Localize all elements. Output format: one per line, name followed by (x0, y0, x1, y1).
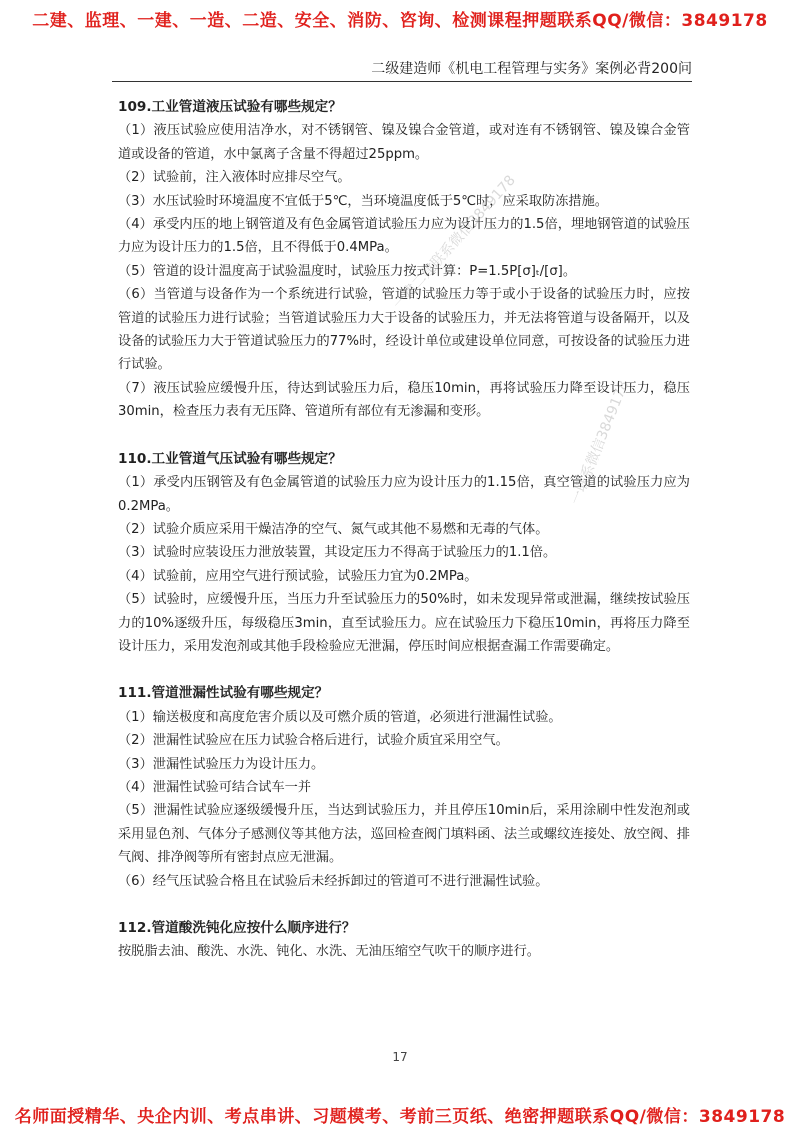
paragraph: （3）水压试验时环境温度不宜低于5℃，当环境温度低于5℃时，应采取防冻措施。 (118, 193, 608, 209)
paragraph: （5）泄漏性试验应逐级缓慢升压，当达到试验压力，并且停压10min后，采用涂刷中性发泡剂或采用显色剂、气体分子感测仪等其他方法，巡回检查阀门填料函、法兰或螺纹连接处、放空阀、排气阀、排净阀等所有密封点应无泄漏。 (118, 803, 690, 866)
watermark: 一建二建联系微信3849178 (390, 172, 519, 313)
section-112 (118, 917, 690, 964)
question-title: 109.工业管道液压试验有哪些规定？ (118, 99, 342, 115)
paragraph: （4）承受内压的地上钢管道及有色金属管道试验压力应为设计压力的1.5倍，埋地钢管道的试验压力应为设计压力的1.5倍，且不得低于0.4MPa。 (118, 217, 690, 256)
paragraph: （2）泄漏性试验应在压力试验合格后进行，试验介质宜采用空气。 (118, 733, 509, 749)
paragraph: （2）试验前，注入液体时应排尽空气。 (118, 170, 351, 186)
watermark: 一联系微信3849178 (567, 378, 633, 508)
question-title: 110.工业管道气压试验有哪些规定？ (118, 450, 342, 467)
paragraph: （2）试验介质应采用干燥洁净的空气、氮气或其他不易燃和无毒的气体。 (118, 521, 549, 537)
paragraph: （4）试验前，应用空气进行预试验，试验压力宜为0.2MPa。 (118, 568, 478, 584)
paragraph: （5）试验时，应缓慢升压，当压力升至试验压力的50%时，如未发现异常或泄漏，继续按试验压力的10%逐级升压，每级稳压3min，直至试验压力。应在试验压力下稳压10min，再将压力降至设计压力，采用发泡剂或其他手段检验应无泄漏，停压时间应根据查漏工作需要确定。 (118, 592, 690, 654)
main-content (118, 96, 690, 988)
paragraph: （7）液压试验应缓慢升压，待达到试验压力后，稳压10min，再将试验压力降至设计压力，稳压30min，检查压力表有无压降、管道所有部位有无渗漏和变形。 (118, 380, 690, 420)
header-divider (112, 81, 692, 82)
paragraph: （3）试验时应装设压力泄放装置，其设定压力不得高于试验压力的1.1倍。 (118, 545, 557, 561)
top-promo-banner: 二建、监理、一建、一造、二造、安全、消防、咨询、检测课程押题联系QQ/微信：3849178 (32, 11, 768, 31)
section-111 (118, 682, 690, 893)
paragraph: 按脱脂去油、酸洗、水洗、钝化、水洗、无油压缩空气吹干的顺序进行。 (118, 944, 540, 960)
page-header: 二级建造师《机电工程管理与实务》案例必背200问 (371, 61, 692, 77)
page-number: 17 (392, 1050, 408, 1064)
section-109 (118, 96, 690, 424)
paragraph: （1）承受内压钢管及有色金属管道的试验压力应为设计压力的1.15倍，真空管道的试验压力应为0.2MPa。 (118, 475, 690, 514)
question-title: 111.管道泄漏性试验有哪些规定？ (118, 685, 329, 702)
paragraph: （5）管道的设计温度高于试验温度时，试验压力按式计算：P=1.5P[σ]ₜ/[σ]。 (118, 263, 577, 279)
paragraph: （1）输送极度和高度危害介质以及可燃介质的管道，必须进行泄漏性试验。 (118, 709, 562, 725)
paragraph: （6）经气压试验合格且在试验后未经拆卸过的管道可不进行泄漏性试验。 (118, 873, 549, 889)
section-110 (118, 448, 690, 659)
question-title: 112.管道酸洗钝化应按什么顺序进行？ (118, 920, 356, 936)
paragraph: （3）泄漏性试验压力为设计压力。 (118, 756, 325, 772)
paragraph: （4）泄漏性试验可结合试车一并 (118, 779, 312, 795)
bottom-promo-banner: 名师面授精华、央企内训、考点串讲、习题模考、考前三页纸、绝密押题联系QQ/微信：3849178 (14, 1107, 786, 1127)
paragraph: （1）液压试验应使用洁净水，对不锈钢管、镍及镍合金管道，或对连有不锈钢管、镍及镍合金管道或设备的管道，水中氯离子含量不得超过25ppm。 (118, 123, 690, 162)
paragraph: （6）当管道与设备作为一个系统进行试验，管道的试验压力等于或小于设备的试验压力时，应按管道的试验压力进行试验；当管道试验压力大于设备的试验压力，并无法将管道与设备隔开，以及设备的试验压力大于管道试验压力的77%时，经设计单位或建设单位同意，可按设备的试验压力进行试验。 (118, 287, 690, 373)
